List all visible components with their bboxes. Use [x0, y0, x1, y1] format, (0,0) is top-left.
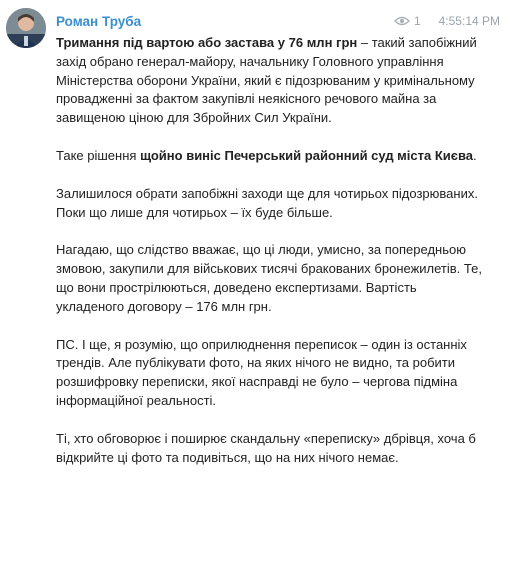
paragraph-2 — [56, 147, 488, 166]
eye-icon — [394, 16, 410, 26]
paragraph-1 — [56, 34, 488, 128]
paragraph-2-bold: щойно виніс Печерський районний суд міста Києва — [140, 147, 474, 163]
views-count: 1 — [413, 14, 421, 28]
paragraph-5: ПС. І ще, я розумію, що оприлюднення переписок – один із останніх трендів. Але публікувати фото, на яких нічого не видно, та робити розшифровку переписки, якої насправді не було – чергова підміна інформаційної реальності. — [56, 336, 467, 408]
paragraph-4: Нагадаю, що слідство вважає, що ці люди, умисно, за попередньою змовою, закупили для військових тисячі бракованих бронежилетів. Те, що вони простріл‍юються, доведено експертизами. Вартість укладеного договору – 176 млн грн. — [56, 242, 482, 314]
avatar[interactable] — [6, 8, 46, 48]
message-time: 4:55:14 PM — [438, 14, 500, 28]
paragraph-2-end: . — [473, 147, 477, 163]
avatar-photo-icon — [6, 8, 46, 48]
paragraph-6: Ті, хто обговорює і поширює скандальну «переписку» дбрівця, хоча б відкрийте ці фото та подивіться, що на них нічого немає. — [56, 430, 476, 465]
paragraph-3: Залишилося обрати запобіжні заходи ще для чотирьох підозрюваних. Поки що лише для чотирьох – їх буде більше. — [56, 185, 478, 220]
paragraph-1-bold: Тримання під вартою або застава у 76 млн грн — [56, 35, 358, 50]
message-meta — [394, 14, 500, 28]
paragraph-1-rest: – такий запобіжний захід обрано генерал-майору, начальнику Головного управління Міністерства оборони України, який є підозрюваним у кримінальному провадженні за фактом закупівлі неякісного речового майна за завищеною ціною для Збройних Сил України. — [56, 35, 477, 126]
message-text — [56, 34, 488, 486]
paragraph-2-start: Таке рішення — [56, 147, 141, 163]
author-name[interactable]: Роман Труба — [56, 14, 142, 29]
